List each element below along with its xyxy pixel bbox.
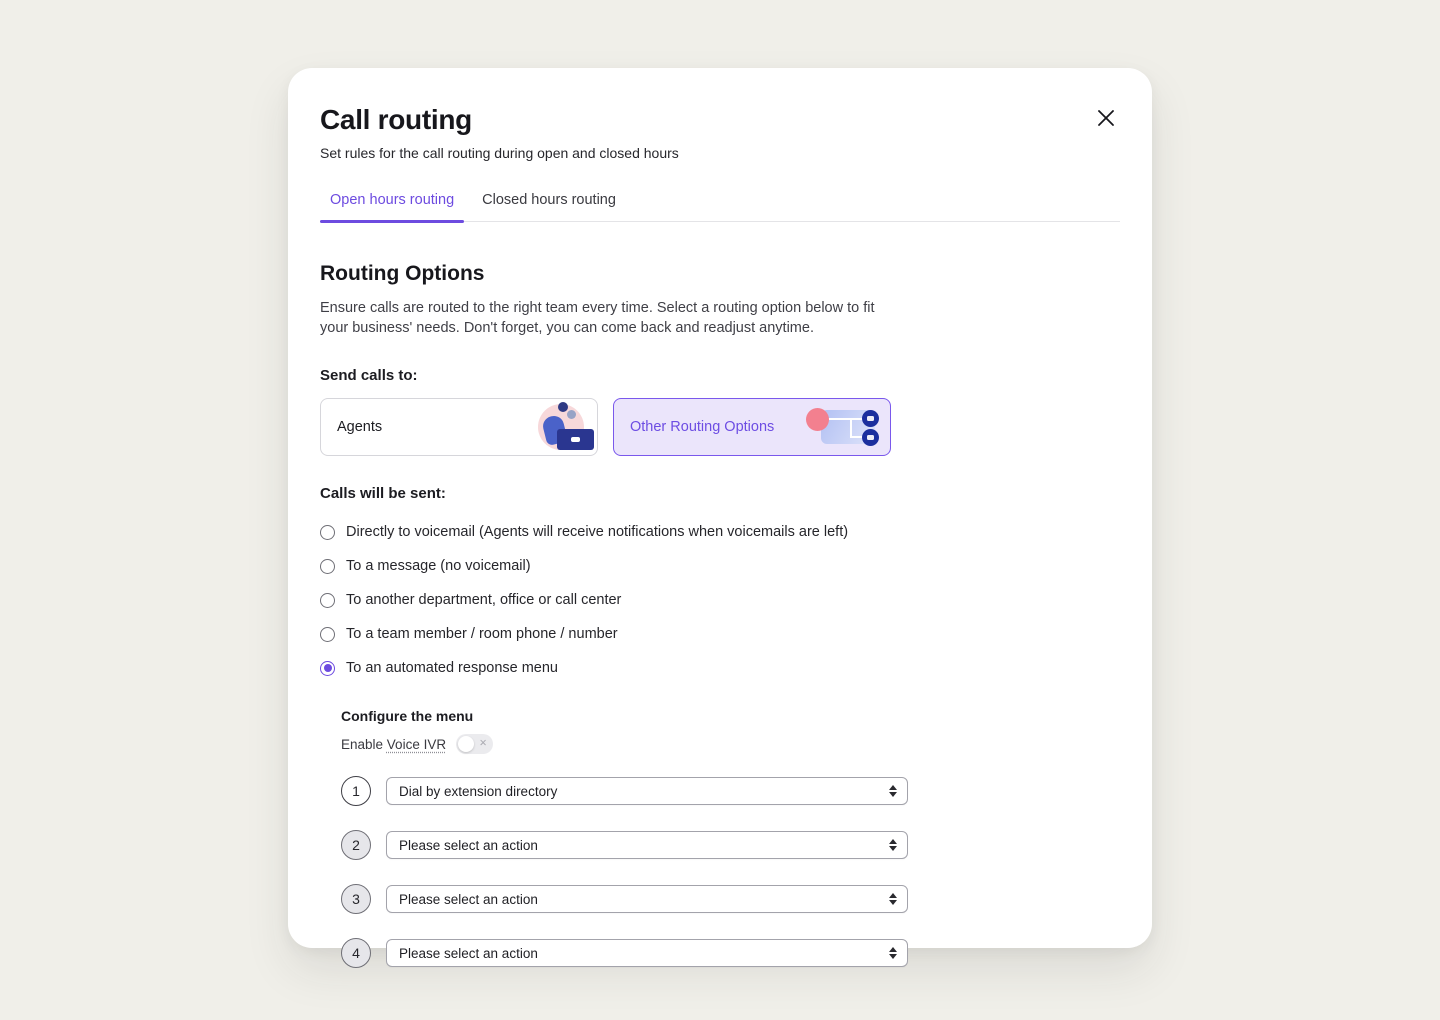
menu-action-rows [341,776,1120,968]
calls-sent-radio-group [320,515,1120,685]
agents-illustration-icon [533,399,593,455]
tab-closed-hours-routing[interactable] [472,188,626,221]
card-other-routing-label: Other Routing Options [630,419,775,435]
radio-option-automated-response-menu[interactable]: To an automated response menu [320,651,1120,685]
enable-voice-ivr-row [341,734,1120,754]
step-number-badge: 2 [341,830,371,860]
radio-icon [320,525,335,540]
up-down-arrows-icon [889,893,897,905]
action-select-2[interactable]: Please select an action [386,831,908,859]
card-other-routing-options[interactable] [613,398,891,456]
radio-icon [320,627,335,642]
menu-row-3 [341,884,1120,914]
radio-option-to-a-message[interactable]: To a message (no voicemail) [320,549,1120,583]
tab-label: Closed hours routing [482,192,616,208]
tab-label: Open hours routing [330,192,455,208]
routing-options-description: Ensure calls are routed to the right team every time. Select a routing option below to fit your business' needs. Don't forget, you can come back and readjust anytime. [320,300,875,336]
tab-bar [320,188,1120,222]
send-calls-to-label: Send calls to: [320,367,418,384]
voice-ivr-term: Voice IVR [386,736,447,752]
tab-open-hours-routing[interactable] [320,188,464,221]
toggle-off-x-icon: ✕ [479,737,488,749]
menu-row-2 [341,830,1120,860]
voice-ivr-toggle[interactable] [456,734,493,754]
card-agents[interactable] [320,398,598,456]
radio-option-another-department[interactable]: To another department, office or call center [320,583,1120,617]
up-down-arrows-icon [889,785,897,797]
routing-diagram-icon [804,401,884,453]
page-title: Call routing [320,104,472,135]
step-number-badge: 3 [341,884,371,914]
radio-option-directly-to-voicemail[interactable]: Directly to voicemail (Agents will receive notifications when voicemails are left) [320,515,1120,549]
menu-row-4 [341,938,1120,968]
up-down-arrows-icon [889,839,897,851]
menu-row-1 [341,776,1120,806]
call-routing-modal [288,68,1152,961]
configure-menu-section [341,708,1120,754]
close-icon[interactable] [1092,104,1120,132]
up-down-arrows-icon [889,947,897,959]
routing-options-heading: Routing Options [320,262,485,285]
step-number-badge: 1 [341,776,371,806]
step-number-badge: 4 [341,938,371,968]
card-agents-label: Agents [337,419,383,435]
radio-icon [320,593,335,608]
modal-subtitle: Set rules for the call routing during open and closed hours [320,145,679,161]
toggle-knob [458,736,474,752]
configure-menu-heading: Configure the menu [341,708,474,724]
radio-icon [320,559,335,574]
action-select-3[interactable]: Please select an action [386,885,908,913]
radio-option-team-member[interactable]: To a team member / room phone / number [320,617,1120,651]
enable-voice-ivr-label: Enable Voice IVR [341,736,447,752]
radio-icon-selected [320,661,335,676]
action-select-4[interactable]: Please select an action [386,939,908,967]
send-calls-card-group [320,398,1120,456]
action-select-1[interactable]: Dial by extension directory [386,777,908,805]
calls-will-be-sent-label: Calls will be sent: [320,485,446,502]
